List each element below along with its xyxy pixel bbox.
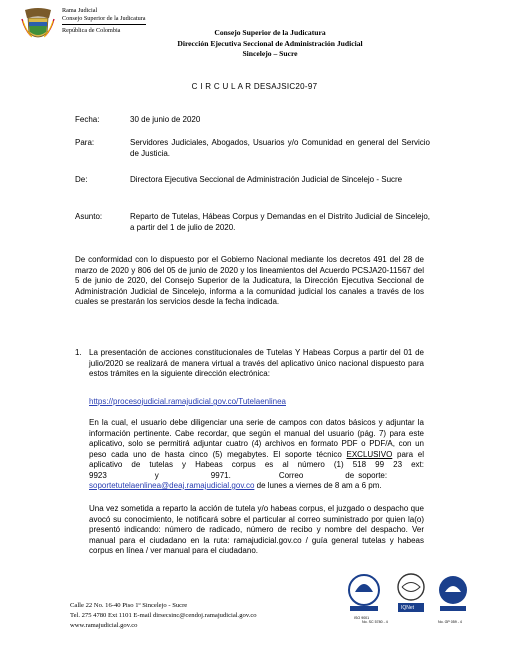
document-header [120, 28, 420, 60]
cert1-number: No. SC 5780 - 4 [362, 620, 388, 624]
para-value: Servidores Judiciales, Abogados, Usuarios y/o Comunidad en general del Servicio de Justicia. [130, 138, 430, 158]
p2-text-c: de lunes a viernes de 8 am a 6 pm. [254, 481, 382, 490]
footer-contact [70, 601, 257, 631]
soporte-email-link[interactable]: soportetutelaenlinea@deaj.ramajudicial.gov.co [89, 481, 255, 490]
de-label: De: [75, 175, 88, 184]
header-title1: Consejo Superior de la Judicatura [214, 28, 326, 37]
item-1-paragraph2 [89, 418, 424, 492]
item-1-number: 1. [75, 348, 82, 357]
p2-correo: Correo [278, 470, 304, 480]
iqnet-label: IQNet [401, 605, 415, 611]
header-title3: Sincelejo – Sucre [242, 49, 298, 58]
item-1-paragraph3: Una vez sometida a reparto la acción de tutela y/o habeas corpus, el juzgado o despacho que avocó su conocimiento, le notificará sobre el particular al correo suministrado por quien la(o) presentó indicando: número de radicado, número de recibo y nombre del despacho. Ver manual para el ciudadano en la ruta: ramajudicial.gov.co / guía general tutelas y habeas corpus en línea / ver manual para el ciudadano. [89, 504, 424, 555]
iqnet-globe-icon [396, 572, 426, 602]
p2-y: y [154, 470, 159, 480]
asunto-value: Reparto de Tutelas, Hábeas Corpus y Demandas en el Distrito Judicial de Sincelejo, a partir del 1 de julio de 2020. [130, 212, 430, 232]
cert3-number: No. GP 059 - 4 [438, 620, 462, 624]
p2-exclusivo: EXCLUSIVO [346, 449, 393, 459]
org-line1: Rama Judicial [62, 7, 98, 14]
circular-number: C I R C U L A R DESAJSIC20-97 [191, 82, 318, 91]
fecha-label: Fecha: [75, 115, 100, 124]
icontec-seal-icon [344, 572, 384, 616]
asunto-label: Asunto: [75, 212, 103, 221]
footer-phone: Tel. 275 4780 Ext 1101 E-mail dirsecsinc@cendoj.ramajudicial.gov.co [70, 612, 257, 619]
icontec-gp-seal [436, 572, 470, 624]
p2-text-a: En la cual, el usuario debe diligenciar una serie de campos con datos básicos y adjuntar la información pertinente. Cabe recordar, que según el manual del usuario (pág. 7) para este aplicativo, solo se permitirá adjuntar cuatro (4) archivos en formato PDF o PDF/A, con un peso cada uno de hasta cinco (5) megabytes. El soporte técnico [89, 418, 424, 459]
iso-label: ISO 9001 [354, 616, 370, 620]
icontec-iso-seal [344, 572, 384, 624]
header-title2: Dirección Ejecutiva Seccional de Administración Judicial [177, 38, 363, 48]
intro-paragraph: De conformidad con lo dispuesto por el Gobierno Nacional mediante los decretos 491 del 28 de marzo de 2020 y 806 del 05 de junio de 2020 y los lineamientos del Acuerdo PCSJA20-11567 del 5 de junio de 2020, del Consejo Superior de la Judicatura, la Dirección Ejecutiva Seccional de Administración Judicial de Sincelejo, informa a la comunidad judicial los canales a través de los cuales se prestarán los servicios desde la fecha indicada. [75, 255, 424, 306]
org-line2: Consejo Superior de la Judicatura [62, 15, 146, 25]
p2-9971: 9971. [210, 470, 231, 480]
tutela-en-linea-link[interactable]: https://procesojudicial.ramajudicial.gov.co/Tutelaenlinea [89, 397, 286, 406]
footer-web: www.ramajudicial.gov.co [70, 622, 138, 629]
para-label: Para: [75, 138, 95, 147]
colombia-coat-of-arms-icon [19, 6, 57, 44]
org-line3: República de Colombia [62, 27, 121, 34]
p2-text-b: para el aplicativo de tutelas y Habeas corpus es al número (1) 518 99 23 ext: 9923 [89, 449, 424, 480]
de-value: Directora Ejecutiva Seccional de Administración Judicial de Sincelejo - Sucre [130, 175, 403, 184]
fecha-value: 30 de junio de 2020 [130, 115, 201, 124]
p2-de: de [345, 470, 355, 480]
footer-address: Calle 22 No. 16-40 Piso 1º Sincelejo - Sucre [70, 602, 188, 609]
icontec-gp-icon [436, 572, 470, 616]
item-1-text: La presentación de acciones constitucionales de Tutelas Y Habeas Corpus a partir del 01 de julio/2020 se realizará de manera virtual a través del aplicativo único nacional dispuesto para estos trámites en la siguiente dirección electrónica: [89, 348, 424, 378]
p2-soporte: soporte: [358, 470, 388, 480]
item-1-link-line [89, 397, 424, 408]
